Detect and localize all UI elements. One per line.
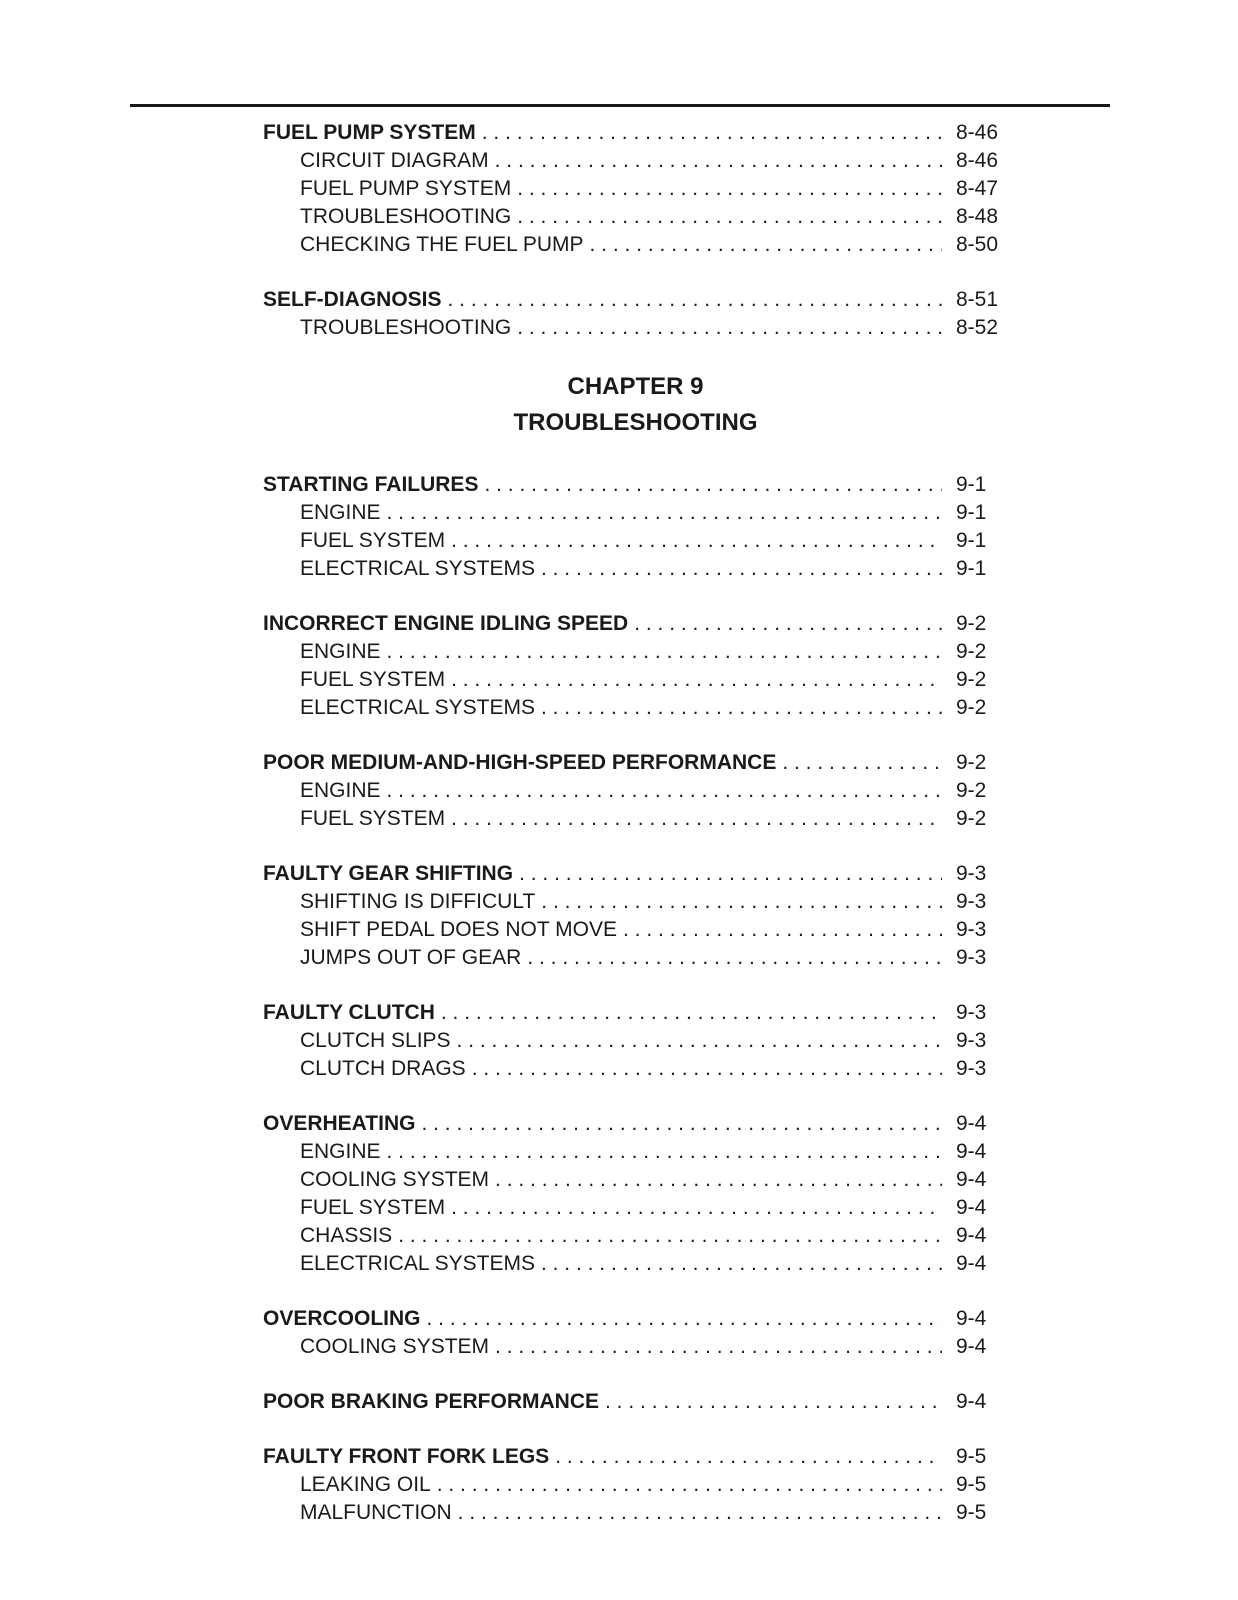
dot-leader [472,1055,942,1083]
toc-entry-title: ENGINE [300,1140,381,1163]
dot-leader [451,805,942,833]
toc-group [263,1305,1008,1361]
toc-entry-title: POOR MEDIUM-AND-HIGH-SPEED PERFORMANCE [263,751,777,774]
toc-subsection-entry [263,314,1008,342]
toc-subsection-entry [263,527,1008,555]
toc-entry-title: POOR BRAKING PERFORMANCE [263,1390,600,1413]
toc-entry-title: COOLING SYSTEM [300,1335,490,1358]
toc-section-entry [263,1305,1008,1333]
toc-group [263,999,1008,1083]
toc-section-entry [263,860,1008,888]
toc-section-entry [263,1388,1008,1416]
dot-leader [387,638,942,666]
toc-chapter-9-sections [263,471,1008,1527]
toc-page-number: 8-50 [956,233,999,256]
toc-page-number: 9-3 [956,1001,987,1024]
dot-leader [527,944,942,972]
toc-page-number: 9-3 [956,1029,987,1052]
toc-subsection-entry [263,944,1008,972]
dot-leader [421,1110,942,1138]
toc-subsection-entry [263,203,1008,231]
toc-page-number: 9-3 [956,890,987,913]
dot-leader [541,1250,942,1278]
toc-page-number: 9-5 [956,1501,987,1524]
toc-subsection-entry [263,147,1008,175]
toc-subsection-entry [263,499,1008,527]
toc-section-entry [263,999,1008,1027]
toc-section-entry [263,286,1008,314]
toc-page-number: 9-4 [956,1390,987,1413]
toc-page-number: 9-3 [956,918,987,941]
toc-subsection-entry [263,1222,1008,1250]
toc-subsection-entry [263,1499,1008,1527]
dot-leader [448,286,942,314]
dot-leader [634,610,942,638]
dot-leader [517,314,942,342]
dot-leader [387,499,942,527]
dot-leader [782,749,942,777]
toc-group [263,1110,1008,1278]
toc-subsection-entry [263,1471,1008,1499]
dot-leader [517,175,942,203]
dot-leader [541,888,942,916]
dot-leader [495,147,942,175]
toc-page-number: 9-4 [956,1224,987,1247]
toc-subsection-entry [263,777,1008,805]
toc-subsection-entry [263,638,1008,666]
dot-leader [437,1471,942,1499]
toc-entry-title: CLUTCH DRAGS [300,1057,466,1080]
dot-leader [387,777,942,805]
toc-page-number: 9-3 [956,1057,987,1080]
toc-page-number: 9-2 [956,751,987,774]
toc-entry-title: FAULTY FRONT FORK LEGS [263,1445,550,1468]
toc-page-number: 9-3 [956,862,987,885]
dot-leader [398,1222,942,1250]
toc-group [263,286,1008,342]
toc-entry-title: FUEL PUMP SYSTEM [300,177,512,200]
dot-leader [517,203,942,231]
toc-subsection-entry [263,1027,1008,1055]
toc-entry-title: ENGINE [300,501,381,524]
toc-section-entry [263,749,1008,777]
toc-page-number: 9-1 [956,501,987,524]
toc-page-number: 9-4 [956,1335,987,1358]
toc-section-entry [263,119,1008,147]
toc-subsection-entry [263,916,1008,944]
toc-entry-title: CIRCUIT DIAGRAM [300,149,489,172]
toc-entry-title: ELECTRICAL SYSTEMS [300,1252,535,1275]
toc-page-number: 8-47 [956,177,999,200]
toc-entry-title: FAULTY GEAR SHIFTING [263,862,514,885]
dot-leader [451,1194,942,1222]
chapter-number: CHAPTER 9 [567,373,704,400]
toc-subsection-entry [263,666,1008,694]
toc-page-number: 9-2 [956,807,987,830]
dot-leader [441,999,942,1027]
toc-subsection-entry [263,1138,1008,1166]
toc-group [263,471,1008,583]
toc-page-number: 8-48 [956,205,999,228]
toc-entry-title: CHECKING THE FUEL PUMP [300,233,584,256]
dot-leader [484,471,942,499]
toc-page-number: 9-2 [956,612,987,635]
dot-leader [457,1027,942,1055]
toc-section-entry [263,471,1008,499]
toc-subsection-entry [263,694,1008,722]
dot-leader [623,916,942,944]
toc-page-number: 9-2 [956,696,987,719]
toc-section-entry [263,1443,1008,1471]
toc-page-number: 9-2 [956,779,987,802]
toc-page-number: 9-4 [956,1196,987,1219]
toc-entry-title: FUEL SYSTEM [300,529,446,552]
toc-group [263,119,1008,259]
toc-entry-title: FUEL SYSTEM [300,1196,446,1219]
toc-page-number: 9-4 [956,1112,987,1135]
toc-group [263,1443,1008,1527]
toc-page-number: 9-4 [956,1140,987,1163]
dot-leader [605,1388,942,1416]
toc-entry-title: FAULTY CLUTCH [263,1001,435,1024]
dot-leader [458,1499,942,1527]
toc-page-number: 8-46 [956,149,999,172]
toc-entry-title: FUEL PUMP SYSTEM [263,121,476,144]
toc-page-number: 9-5 [956,1473,987,1496]
toc-group [263,860,1008,972]
dot-leader [495,1166,942,1194]
dot-leader [590,231,942,259]
dot-leader [541,555,942,583]
toc-page-number: 8-46 [956,121,999,144]
toc-subsection-entry [263,1250,1008,1278]
toc-entry-title: ELECTRICAL SYSTEMS [300,557,535,580]
toc-page-number: 8-52 [956,316,999,339]
toc-subsection-entry [263,555,1008,583]
toc-entry-title: SHIFT PEDAL DOES NOT MOVE [300,918,618,941]
toc-entry-title: INCORRECT ENGINE IDLING SPEED [263,612,629,635]
toc-page-number: 9-1 [956,557,987,580]
header-rule [130,104,1110,107]
toc-entry-title: STARTING FAILURES [263,473,479,496]
toc-subsection-entry [263,1055,1008,1083]
dot-leader [541,694,942,722]
toc-subsection-entry [263,1333,1008,1361]
dot-leader [519,860,942,888]
toc-page-number: 9-5 [956,1445,987,1468]
toc-subsection-entry [263,231,1008,259]
toc-page-number: 9-3 [956,946,987,969]
toc-subsection-entry [263,805,1008,833]
toc-entry-title: CHASSIS [300,1224,393,1247]
toc-page-number: 9-1 [956,473,987,496]
toc-page-number: 9-1 [956,529,987,552]
toc-entry-title: ENGINE [300,640,381,663]
toc-entry-title: MALFUNCTION [300,1501,452,1524]
toc-page-number: 9-4 [956,1168,987,1191]
toc-entry-title: CLUTCH SLIPS [300,1029,451,1052]
toc-entry-title: COOLING SYSTEM [300,1168,490,1191]
toc-subsection-entry [263,1166,1008,1194]
toc-entry-title: LEAKING OIL [300,1473,431,1496]
toc-group [263,749,1008,833]
toc-subsection-entry [263,175,1008,203]
chapter-heading [263,369,1008,441]
dot-leader [555,1443,942,1471]
toc-subsection-entry [263,1194,1008,1222]
dot-leader [451,527,942,555]
toc-entry-title: SELF-DIAGNOSIS [263,288,442,311]
dot-leader [427,1305,942,1333]
toc-section-entry [263,1110,1008,1138]
toc-subsection-entry [263,888,1008,916]
toc-entry-title: TROUBLESHOOTING [300,316,512,339]
toc-page-number: 9-4 [956,1307,987,1330]
toc-entry-title: TROUBLESHOOTING [300,205,512,228]
chapter-title: TROUBLESHOOTING [513,409,758,436]
toc-section-entry [263,610,1008,638]
toc-page-number: 9-2 [956,640,987,663]
toc-page-number: 9-4 [956,1252,987,1275]
dot-leader [495,1333,942,1361]
toc-page-number: 8-51 [956,288,999,311]
toc-entry-title: OVERCOOLING [263,1307,421,1330]
toc-page-number: 9-2 [956,668,987,691]
toc-entry-title: ENGINE [300,779,381,802]
toc-entry-title: SHIFTING IS DIFFICULT [300,890,536,913]
toc-entry-title: FUEL SYSTEM [300,807,446,830]
dot-leader [482,119,942,147]
dot-leader [451,666,942,694]
toc-entry-title: OVERHEATING [263,1112,416,1135]
toc-entry-title: ELECTRICAL SYSTEMS [300,696,535,719]
dot-leader [387,1138,942,1166]
toc-chapter-8-sections [263,119,1008,342]
toc-group [263,1388,1008,1416]
toc-group [263,610,1008,722]
toc-entry-title: JUMPS OUT OF GEAR [300,946,522,969]
table-of-contents [263,119,1008,1554]
toc-entry-title: FUEL SYSTEM [300,668,446,691]
